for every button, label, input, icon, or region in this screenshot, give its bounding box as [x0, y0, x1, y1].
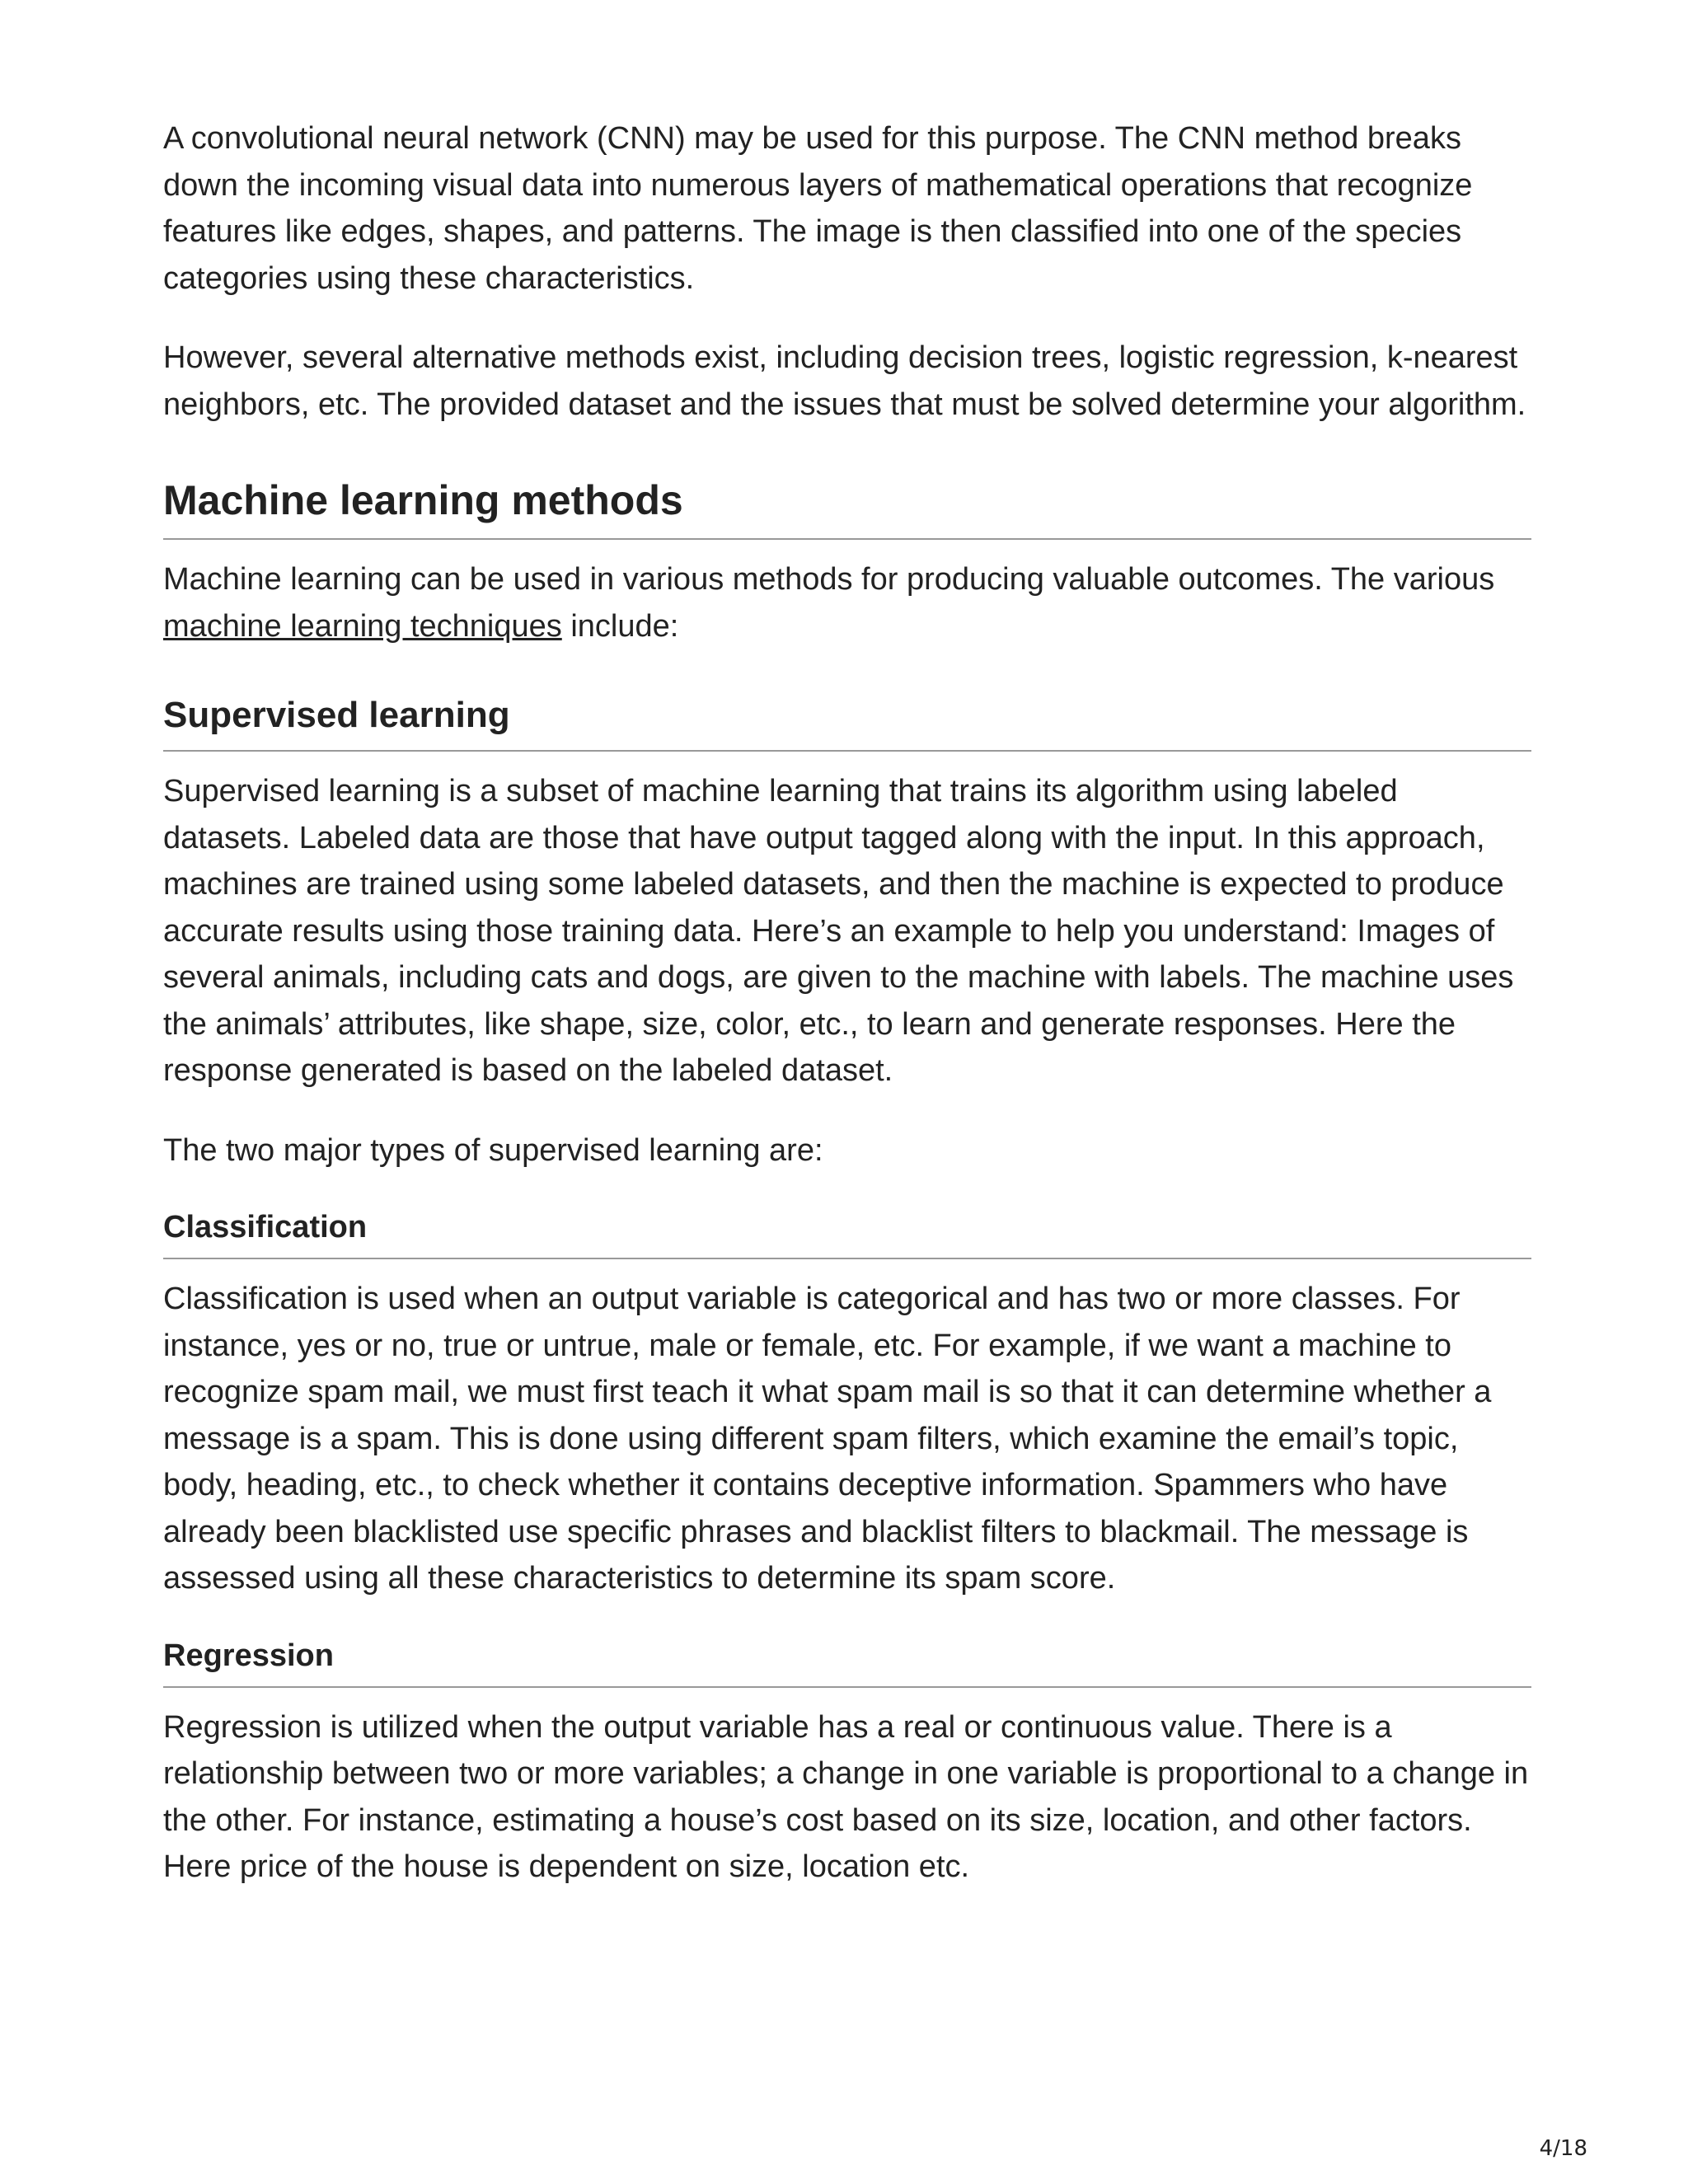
paragraph-cnn: A convolutional neural network (CNN) may be used for this purpose. The CNN method breaks down the incoming visual data into numerous layers of mathematical operations that recognize features like edges, shapes, and patterns. The image is then classified into one of the species categories using these characteristics. [163, 121, 1473, 296]
paragraph-supervised-types: The two major types of supervised learning are: [163, 1132, 823, 1168]
ml-intro-text-after: include: [561, 608, 679, 644]
machine-learning-techniques-link[interactable]: machine learning techniques [163, 608, 562, 644]
ml-intro-text-before: Machine learning can be used in various methods for producing valuable outcomes. The various [163, 562, 1495, 597]
heading-classification: Classification [163, 1208, 1531, 1259]
paragraph-ml-intro [163, 556, 1531, 649]
paragraph-classification-body: Classification is used when an output variable is categorical and has two or more classes. For instance, yes or no, true or untrue, male or female, etc. For example, if we want a machine to recognize spam mail, we must first teach it what spam mail is so that it can determine whether a message is a spam. This is done using different spam filters, which examine the email’s topic, body, heading, etc., to check whether it contains deceptive information. Spammers who have already been blacklisted use specific phrases and blacklist filters to blackmail. The message is assessed using all these characteristics to determine its spam score. [163, 1282, 1492, 1596]
article-content [163, 115, 1531, 1891]
paragraph-supervised-body: Supervised learning is a subset of machine learning that trains its algorithm using labeled datasets. Labeled data are those that have output tagged along with the input. In this approach, machines are trained using some labeled datasets, and then the machine is expected to produce accurate results using those training data. Here’s an example to help you understand: Images of several animals, including cats and dogs, are given to the machine with labels. The machine uses the animals’ attributes, like shape, size, color, etc., to learn and generate responses. Here the response generated is based on the labeled dataset. [163, 774, 1514, 1088]
page-number: 4/18 [1539, 2136, 1587, 2161]
paragraph-alternatives: However, several alternative methods exist, including decision trees, logistic regression, k-nearest neighbors, etc. The provided dataset and the issues that must be solved determine your algorithm. [163, 340, 1526, 422]
heading-regression: Regression [163, 1637, 1531, 1688]
heading-supervised-learning: Supervised learning [163, 694, 1531, 752]
heading-machine-learning-methods: Machine learning methods [163, 476, 1531, 540]
paragraph-regression-body: Regression is utilized when the output variable has a real or continuous value. There is a relationship between two or more variables; a change in one variable is proportional to a change in the other. For instance, estimating a house’s cost based on its size, location, and other factors. Here price of the house is dependent on size, location etc. [163, 1709, 1529, 1884]
